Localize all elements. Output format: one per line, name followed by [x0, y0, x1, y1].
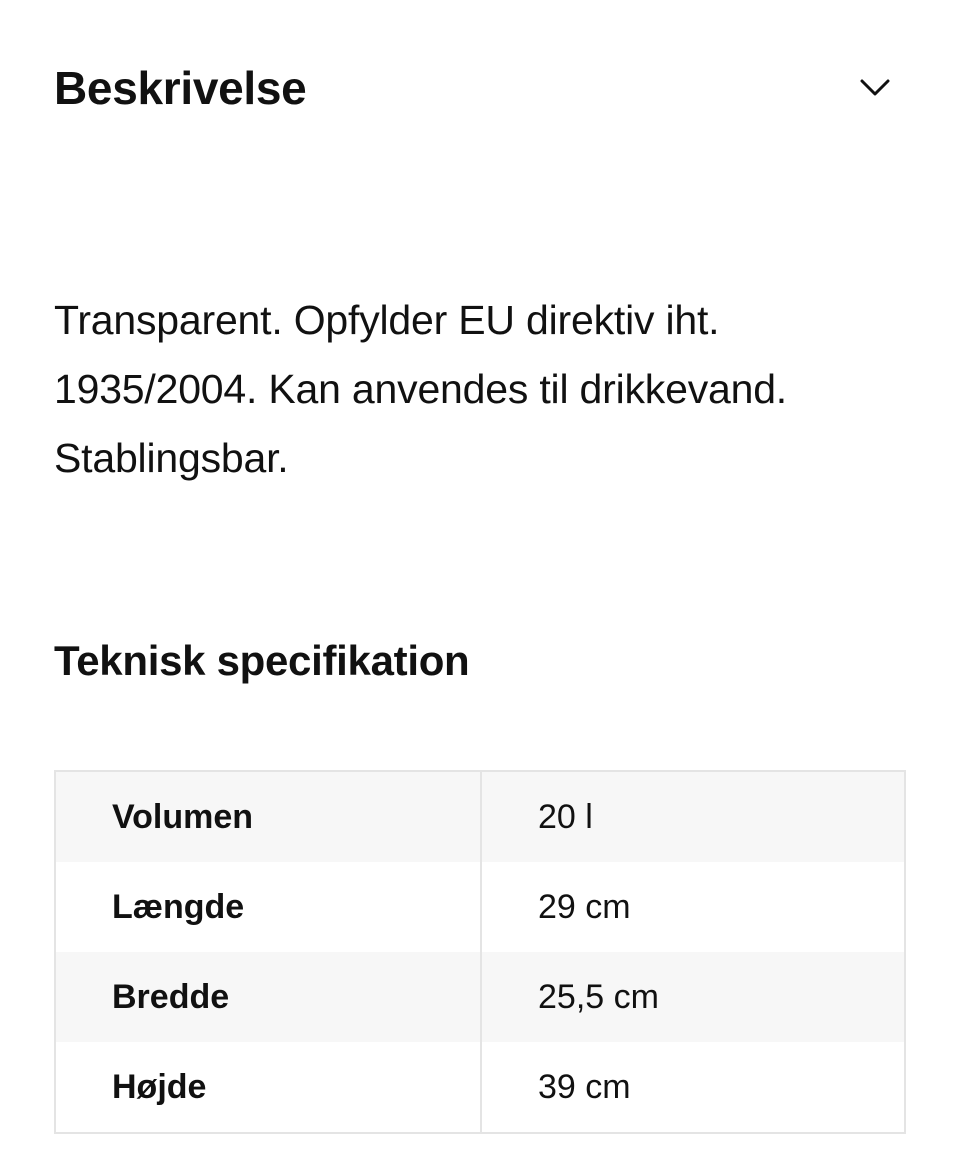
description-text: Transparent. Opfylder EU direktiv iht. 1935/2004. Kan anvendes til drikkevand. Stablingsbar. — [54, 297, 788, 481]
spec-value: 39 cm — [538, 1067, 631, 1106]
spec-title: Teknisk specifikation — [54, 637, 470, 684]
spec-value: 29 cm — [538, 887, 631, 926]
description-title: Beskrivelse — [54, 62, 307, 114]
spec-label: Bredde — [56, 952, 482, 1042]
spec-label: Volumen — [56, 772, 482, 862]
spec-label: Længde — [56, 862, 482, 952]
spec-value: 25,5 cm — [538, 977, 659, 1016]
spec-label: Højde — [56, 1042, 482, 1132]
chevron-down-icon[interactable] — [858, 71, 892, 105]
spec-row-bredde — [56, 952, 904, 1042]
spec-row-hoejde — [56, 1042, 904, 1132]
description-accordion-header[interactable] — [54, 56, 906, 120]
spec-row-volumen — [56, 772, 904, 862]
spec-table — [54, 770, 906, 1134]
spec-row-laengde — [56, 862, 904, 952]
spec-value: 20 l — [538, 797, 593, 836]
